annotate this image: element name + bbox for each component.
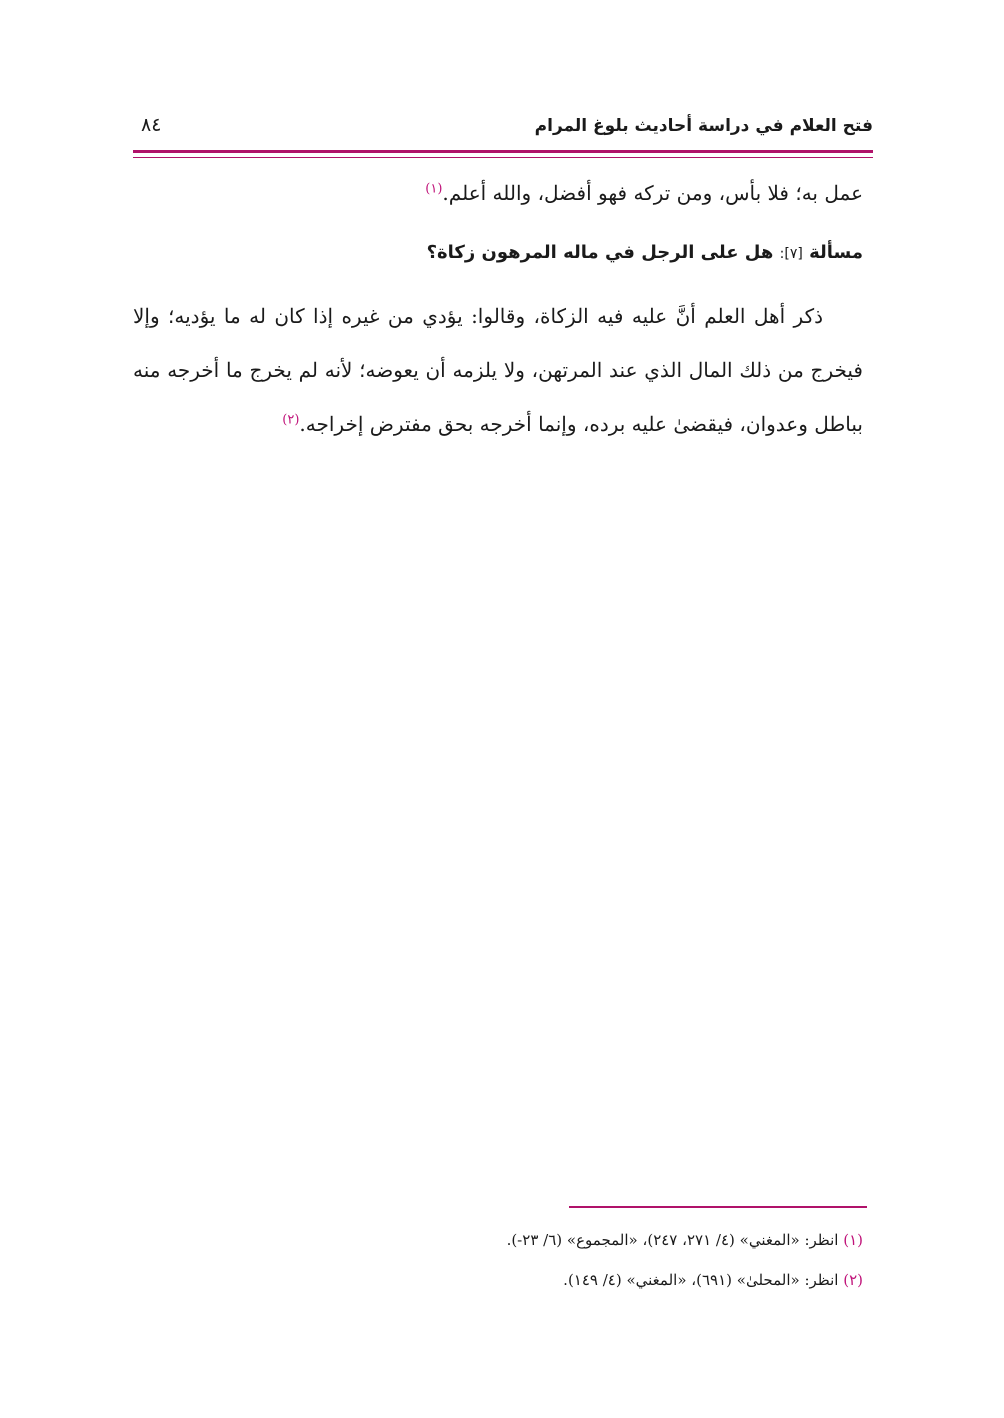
page-number: ٨٤: [141, 114, 162, 136]
footnote-ref[interactable]: (١): [425, 181, 443, 197]
footnote-text: انظر: «المغني» (٤/ ٢٧١، ٢٤٧)، «المجموع» (٦/ ٢٣-).: [506, 1231, 839, 1249]
footnote-number: (١): [843, 1231, 863, 1249]
main-text: [133, 166, 863, 451]
footnote: [133, 1260, 863, 1300]
heading-text: هل على الرجل في ماله المرهون زكاة؟: [426, 242, 774, 263]
running-header: [133, 112, 873, 146]
footnote-ref[interactable]: (٢): [282, 412, 300, 428]
footnote-text: انظر: «المحلىٰ» (٦٩١)، «المغني» (٤/ ١٤٩).: [563, 1271, 839, 1289]
header-rule-thin: [133, 157, 873, 158]
header-rule-thick: [133, 150, 873, 153]
heading-number: [٧]:: [779, 246, 803, 262]
section-heading: [133, 226, 863, 281]
footnote-number: (٢): [843, 1271, 863, 1289]
footnotes: [133, 1220, 863, 1300]
book-title: فتح العلام في دراسة أحاديث بلوغ المرام: [534, 116, 873, 136]
footnote: [133, 1220, 863, 1260]
paragraph: ذكر أهل العلم أنَّ عليه فيه الزكاة، وقالوا: يؤدي من غيره إذا كان له ما يؤديه؛ وإلا فيخرج من ذلك المال الذي عند المرتهن، ولا يلزمه أن يعوضه؛ لأنه لم يخرج ما أخرجه منه بباطل وعدوان، فيقضىٰ عليه برده، وإنما أخرجه بحق مفترض إخراجه.$^{(٢)}$: [133, 304, 863, 436]
heading-label: مسألة: [809, 242, 863, 263]
text-line: عمل به؛ فلا بأس، ومن تركه فهو أفضل، والله أعلم.$^{(١)}$: [425, 181, 863, 205]
footnote-separator: [569, 1206, 867, 1208]
